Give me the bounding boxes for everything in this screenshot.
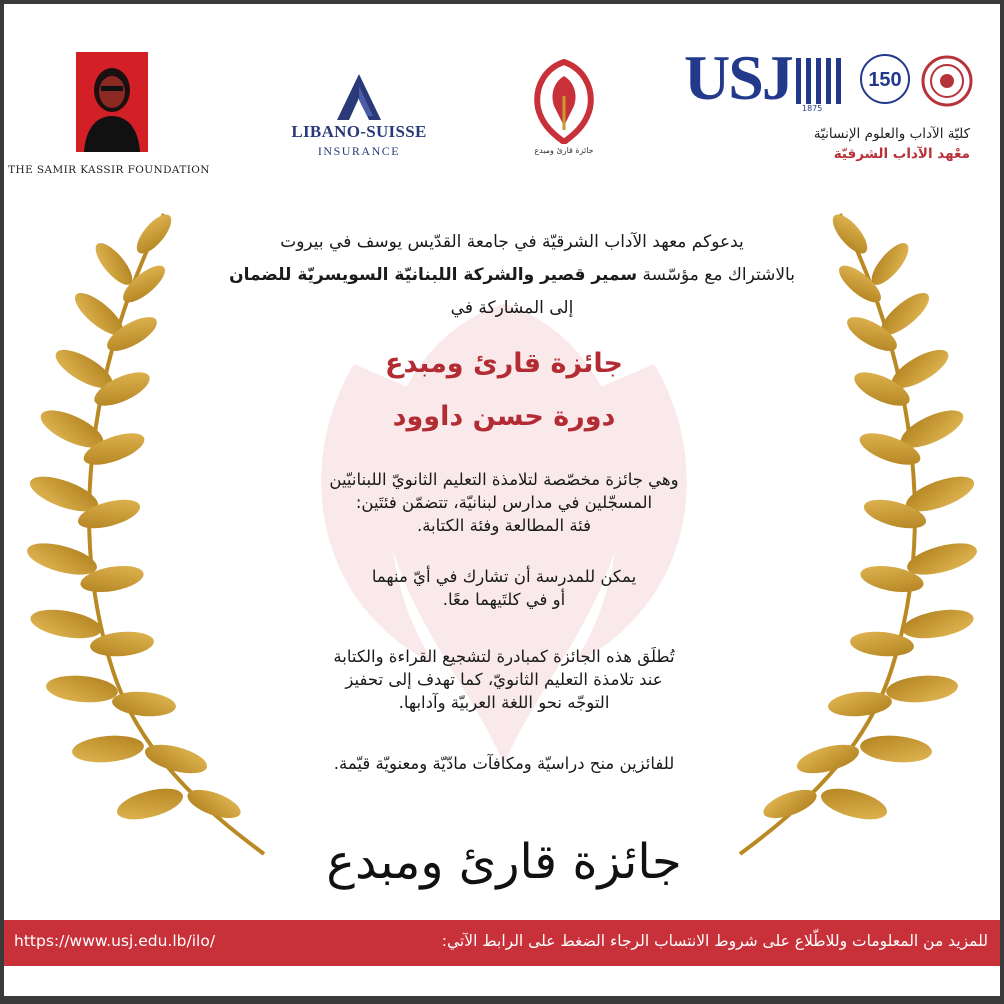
paragraph-3-line-2: عند تلامذة التعليم الثانويّ، كما تهدف إلى تحفيز xyxy=(345,670,663,689)
libano-suisse-name: LIBANO-SUISSE xyxy=(291,122,427,141)
faculty-seal-icon xyxy=(920,54,974,108)
invitation-poster xyxy=(4,4,1000,996)
usj-logo xyxy=(680,42,980,176)
prize-edition: دورة حسن داوود xyxy=(392,401,616,432)
footer-link[interactable]: https://www.usj.edu.lb/ilo/ xyxy=(14,932,216,950)
libano-suisse-emblem-icon xyxy=(329,72,389,124)
intro-line-2-partners: سمير قصير والشركة اللبنانيّة السويسريّة للضمان xyxy=(229,265,638,285)
institute-name: معْهد الآداب الشرقيّة xyxy=(833,146,970,162)
samir-kassir-portrait xyxy=(76,52,148,152)
prize-logo xyxy=(524,56,604,166)
phoenix-icon xyxy=(524,56,604,144)
prize-logo-caption: جائزة قارئ ومبدع xyxy=(534,146,594,155)
paragraph-3-line-1: تُطلَق هذه الجائزة كمبادرة لتشجيع القراءة والكتابة xyxy=(333,647,675,666)
paragraph-1-line-3: فئة المطالعة وفئة الكتابة. xyxy=(416,516,592,535)
prize-title: جائزة قارئ ومبدع xyxy=(385,348,623,379)
usj-year: 1875 xyxy=(802,104,823,113)
usj-150-badge-icon xyxy=(856,50,914,108)
paragraph-1-line-2: المسجّلين في مدارس لبنانيّة، تتضمّن فئتَين: xyxy=(355,493,653,512)
paragraph-3-line-3: التوجّه نحو اللغة العربيّة وآدابها. xyxy=(398,693,610,712)
svg-text:150: 150 xyxy=(868,69,902,91)
faculty-name: كليّة الآداب والعلوم الإنسانيّة xyxy=(813,126,970,142)
intro-text xyxy=(144,226,880,325)
intro-line-2-prefix: بالاشتراك مع مؤسّسة xyxy=(637,265,795,285)
libano-suisse-sub: INSURANCE xyxy=(317,144,401,158)
paragraph-2-line-2: أو في كلتَيهما معًا. xyxy=(442,590,566,609)
kassir-foundation-name: THE SAMIR KASSIR FOUNDATION xyxy=(8,164,210,176)
footer-text: للمزيد من المعلومات وللاطّلاع على شروط الانتساب الرجاء الضغط على الرابط الآتي: xyxy=(441,932,988,950)
paragraph-description xyxy=(234,468,774,537)
usj-wordmark: USJ xyxy=(684,42,792,113)
paragraph-participation xyxy=(234,565,774,611)
paragraph-goals xyxy=(234,645,774,714)
intro-line-1: يدعوكم معهد الآداب الشرقيّة في جامعة القدّيس يوسف في بيروت xyxy=(280,232,744,252)
footer-banner xyxy=(4,920,1000,966)
paragraph-rewards: للفائزين منح دراسيّة ومكافآت مادّيّة ومعنويّة قيّمة. xyxy=(333,754,675,773)
intro-line-2 xyxy=(144,259,880,292)
paragraph-1-line-1: وهي جائزة مخصّصة لتلامذة التعليم الثانويّ اللبنانيّين xyxy=(329,470,679,489)
paragraph-2-line-1: يمكن للمدرسة أن تشارك في أيّ منهما xyxy=(371,567,637,586)
usj-columns-icon xyxy=(794,56,854,106)
prize-calligraphy: جائزة قارئ ومبدع xyxy=(326,834,682,890)
intro-line-3: إلى المشاركة في xyxy=(450,298,574,318)
libano-suisse-logo xyxy=(274,64,444,164)
